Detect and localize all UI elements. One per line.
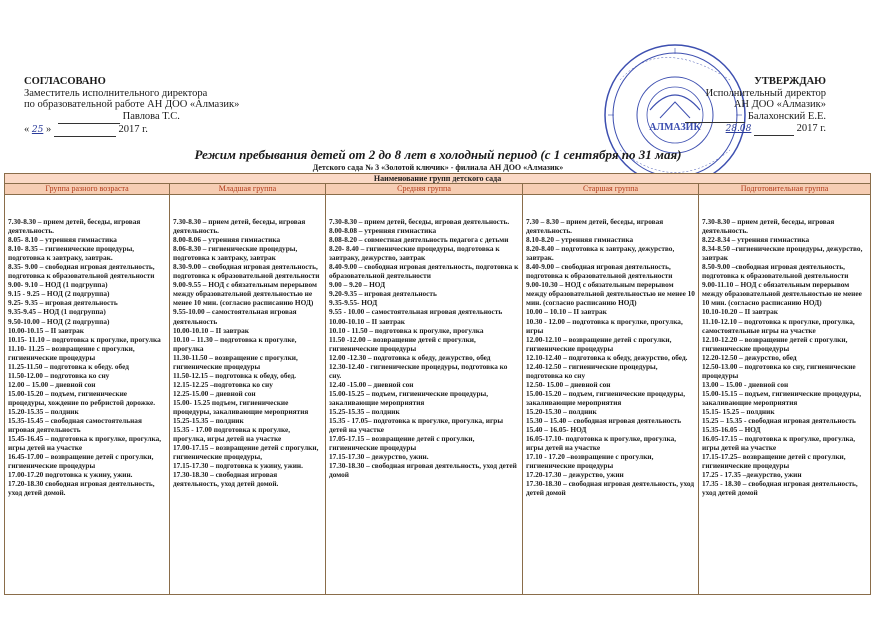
schedule-line: 9.15 - 9.25 – НОД (2 подгруппа)	[8, 289, 110, 299]
schedule-line: 8.00-8.06 – утренняя гимнастика	[173, 235, 281, 245]
confirm-signature-line	[685, 111, 826, 124]
document-subtitle: Детского сада № 3 «Золотой ключик» - филиала АН ДОО «Алмазик»	[312, 163, 564, 172]
schedule-line: 8.00-8.08 – утренняя гимнастика	[329, 226, 437, 236]
schedule-line: 7.30-8.30 – прием детей, беседы, игровая деятельность.	[702, 217, 835, 236]
schedule-line: 7.30-8.30 – прием детей, беседы, игровая деятельность.	[173, 217, 306, 236]
schedule-line: 8.35- 9.00 – свободная игровая деятельность, подготовка к образовательной деятельности	[8, 262, 155, 281]
schedule-line: 12.10-12.20 – возвращение детей с прогулки, гигиенические процедуры	[702, 334, 848, 353]
schedule-line: 8.50-9.00 –свободная игровая деятельность, подготовка к образовательной деятельности	[702, 262, 849, 281]
schedule-table	[4, 173, 871, 595]
schedule-line: 12.50- 15.00 – дневной сон	[526, 379, 611, 389]
schedule-line: 12.40 -15.00 – дневной сон	[329, 379, 414, 389]
schedule-line: 12.00 – 15.00 – дневной сон	[8, 379, 96, 389]
schedule-line: 12.40-12.50 – гигиенические процедуры, подготовка ко сну	[526, 361, 658, 380]
schedule-line: 7.30 – 8.30 – прием детей, беседы, игровая деятельность.	[526, 217, 664, 236]
schedule-line: 15.20-15.35 – полдник	[8, 406, 79, 416]
schedule-cell	[5, 195, 169, 500]
confirm-date-year: 2017 г.	[796, 123, 826, 134]
schedule-line: 16.05-17.15 – подготовка к прогулке, прогулка, игры детей на участке	[702, 434, 856, 453]
schedule-line: 9.50-10.00 – НОД (2 подгруппа)	[8, 316, 110, 326]
schedule-line: 12.00-12.10 – возвращение детей с прогулки, гигиенические процедуры	[526, 334, 672, 353]
schedule-line: 17.05-17.15 – возвращение детей с прогулки, гигиенические процедуры	[329, 434, 475, 453]
schedule-line: 11.50-12.00 – подготовка ко сну	[8, 370, 110, 380]
schedule-line: 8.20-8.40 – подготовка к завтраку, дежурство, завтрак.	[526, 244, 675, 263]
schedule-line: 17.30-18.30 – свободная игровая деятельность, уход детей домой	[526, 479, 695, 498]
schedule-line: 15.30 – 15.40 – свободная игровая деятельность	[526, 416, 682, 426]
schedule-line: 10.10-10.20 – II завтрак	[702, 307, 778, 317]
confirm-date-day: 28.08	[725, 124, 752, 134]
schedule-line: 15.00-15.25 – подъем, гигиенические процедуры, закаливающие мероприятия	[329, 388, 489, 407]
schedule-line: 12.20-12.50 – дежурство, обед	[702, 352, 797, 362]
schedule-line: 17.15-17.25– возвращение детей с прогулки, гигиенические процедуры	[702, 452, 846, 471]
schedule-line: 11.30-11.50 – возвращение с прогулки, гигиенические процедуры	[173, 352, 298, 371]
confirm-name: Балахонский Е.Е.	[747, 110, 826, 122]
schedule-line: 15.20-15.30 – полдник	[526, 406, 597, 416]
schedule-line: 12.10-12.40 – подготовка к обеду, дежурство, обед.	[526, 352, 688, 362]
schedule-line: 8.05- 8.10 – утренняя гимнастика	[8, 235, 117, 245]
schedule-line: 12.00 -12.30 – подготовка к обеду, дежурство, обед	[329, 352, 491, 362]
column-body-mixed	[5, 195, 170, 595]
schedule-line: 9.00-10.30 – НОД с обязательным перерывом между образовательной деятельностью не менее 10 мин. (согласно расписанию НОД)	[526, 280, 695, 308]
column-body-preparatory	[699, 195, 871, 595]
column-body-junior	[170, 195, 326, 595]
schedule-line: 15.35 - 17.05– подготовка к прогулке, прогулка, игры детей на участке	[329, 416, 504, 435]
column-header-preparatory: Подготовительная группа	[699, 184, 871, 195]
schedule-cell	[523, 195, 698, 500]
schedule-line: 15.25-15.35 – полдник	[329, 406, 400, 416]
schedule-line: 15.00-15.20 – подъем, гигиенические процедуры, закаливающие мероприятия	[526, 388, 686, 407]
document-title: Режим пребывания детей от 2 до 8 лет в холодный период (с 1 сентября по 31 мая)	[194, 147, 682, 162]
column-header-junior: Младшая группа	[170, 184, 326, 195]
schedule-line: 15.35-15.45 – свободная самостоятельная игровая деятельность	[8, 416, 142, 435]
schedule-line: 15.00-15.20 – подъем, гигиенические процедуры, хождение по ребристой дорожке.	[8, 388, 156, 407]
confirm-date-blank	[754, 123, 794, 136]
schedule-line: 17.25 - 17.35 –дежурство, ужин	[702, 470, 802, 480]
schedule-line: 10.15- 11.10 – подготовка к прогулке, прогулка	[8, 334, 161, 344]
schedule-line: 17.15-17.30 – подготовка к ужину, ужин.	[173, 461, 303, 471]
schedule-line: 9.00-11.10 – НОД с обязательным перерывом между образовательной деятельностью не менее 10 мин. (согласно расписанию НОД)	[702, 280, 862, 308]
approval-date-open: «	[24, 124, 30, 135]
schedule-line: 9.00- 9.10 – НОД (1 подгруппа)	[8, 280, 108, 290]
schedule-line: 15.00- 15.25 подъем, гигиенические процедуры, закаливающие мероприятия	[173, 397, 309, 416]
schedule-line: 11.25-11.50 – подготовка к обеду. обед	[8, 361, 129, 371]
schedule-line: 15.35 - 17.00 подготовка к прогулке, прогулка, игры детей на участке	[173, 425, 291, 444]
schedule-line: 17.00-17.15 – возвращение детей с прогулки, гигиенические процедуры,	[173, 443, 319, 462]
schedule-line: 13.00 – 15.00 - дневной сон	[702, 379, 789, 389]
schedule-line: 17.00-17.20 подготовка к ужину, ужин.	[8, 470, 133, 480]
schedule-line: 15.45-16.45 – подготовка к прогулке, прогулка, игры детей на участке	[8, 434, 162, 453]
approval-date-line	[24, 124, 239, 137]
schedule-line: 8.22-8.34 – утренняя гимнастика	[702, 235, 810, 245]
schedule-cell	[170, 195, 325, 491]
schedule-line: 10.00-10.10 – II завтрак	[329, 316, 405, 326]
schedule-line: 7.30-8.30 – прием детей, беседы, игровая деятельность.	[8, 217, 141, 236]
confirm-position-line2: АН ДОО «Алмазик»	[733, 99, 826, 110]
schedule-line: 8.08-8.20 – совместная деятельность педагога с детьми	[329, 235, 509, 245]
schedule-line: 11.10- 11.25 – возвращение с прогулки, гигиенические процедуры	[8, 343, 135, 362]
schedule-line: 8.40-9.00 – свободная игровая деятельность, подготовка к образовательной деятельности	[526, 262, 673, 281]
schedule-line: 10.00 – 10.10 – II завтрак	[526, 307, 607, 317]
schedule-line: 15.15- 15.25 – полдник	[702, 406, 775, 416]
schedule-line: 17.15-17.30 – дежурство, ужин.	[329, 452, 429, 462]
schedule-line: 17.10 - 17.20 –возвращение с прогулки, гигиенические процедуры	[526, 452, 654, 471]
schedule-line: 15.00-15.15 – подъем, гигиенические процедуры, закаливающие мероприятия	[702, 388, 862, 407]
schedule-line: 12.15-12.25 –подготовка ко сну	[173, 379, 273, 389]
schedule-line: 9.20-9.35 – игровая деятельность	[329, 289, 437, 299]
schedule-line: 11.50-12.15 – подготовка к обеду, обед.	[173, 370, 297, 380]
approval-signature-line	[24, 111, 239, 125]
schedule-line: 8.20- 8.40 – гигиенические процедуры, подготовка к завтраку, дежурство, завтрак	[329, 244, 500, 263]
schedule-line: 17.20-18.30 свободная игровая деятельность, уход детей домой.	[8, 479, 155, 498]
approval-date-month-blank	[54, 124, 116, 137]
schedule-line: 9.35-9.45 – НОД (1 подгруппа)	[8, 307, 106, 317]
confirm-block	[685, 76, 826, 136]
approval-position-line1: Заместитель исполнительного директора	[24, 87, 208, 99]
schedule-cell	[326, 195, 522, 482]
confirm-date-line	[685, 123, 826, 136]
column-body-senior	[523, 195, 699, 595]
schedule-line: 8.34-8.50 –гигиенические процедуры, дежурство, завтрак	[702, 244, 863, 263]
approval-date-day: 25	[31, 125, 44, 135]
schedule-line: 12.25-15.00 – дневной сон	[173, 388, 256, 398]
confirm-caption: УТВЕРЖДАЮ	[754, 76, 826, 87]
schedule-line: 17.20-17.30 – дежурство, ужин	[526, 470, 624, 480]
schedule-line: 9.25- 9.35 – игровая деятельность	[8, 298, 118, 308]
schedule-line: 8.10- 8.35 – гигиенические процедуры, подготовка к завтраку, завтрак.	[8, 244, 135, 263]
schedule-line: 17.30-18.30 – свободная игровая деятельность, уход детей домой.	[173, 470, 279, 489]
schedule-line: 9.35-9.55- НОД	[329, 298, 378, 308]
column-header-mixed: Группа разного возраста	[5, 184, 170, 195]
schedule-line: 9.00 – 9.20 – НОД	[329, 280, 386, 290]
schedule-line: 10.30 - 12.00 – подготовка к прогулке, прогулка, игры	[526, 316, 683, 335]
column-header-senior: Старшая группа	[523, 184, 699, 195]
schedule-line: 15.40 – 16.05- НОД	[526, 425, 587, 435]
confirm-signature-blank	[685, 111, 745, 124]
approval-position-line2: по образовательной работе АН ДОО «Алмазик»	[24, 99, 240, 110]
schedule-line: 9.55-10.00 – самостоятельная игровая деятельность	[173, 307, 297, 326]
schedule-line: 15.25-15.35 – полдник	[173, 416, 244, 426]
confirm-position-line1: Исполнительный директор	[705, 87, 826, 99]
schedule-line: 7.30-8.30 – прием детей, беседы, игровая деятельность.	[329, 217, 510, 226]
schedule-line: 17.30-18.30 – свободная игровая деятельность, уход детей домой	[329, 461, 517, 480]
schedule-line: 17.35 - 18.30 – свободная игровая деятельность, уход детей домой	[702, 479, 858, 498]
schedule-line: 8.06-8.30 – гигиенические процедуры, подготовка к завтраку, завтрак	[173, 244, 298, 263]
schedule-cell	[699, 195, 870, 500]
approval-date-year: 2017 г.	[118, 124, 148, 135]
schedule-line: 12.50-13.00 – подготовка ко сну, гигиенические процедуры	[702, 361, 856, 380]
group-header: Наименование групп детского сада	[5, 174, 871, 184]
schedule-line: 10.00-10.15 – II завтрак	[8, 325, 84, 335]
column-body-middle	[326, 195, 523, 595]
schedule-line: 11.50 -12.00 – возвращение детей с прогулки, гигиенические процедуры	[329, 334, 476, 353]
schedule-line: 9.00-9.55 – НОД с обязательным перерывом между образовательной деятельностью не менее 10 мин. (согласно расписанию НОД)	[173, 280, 317, 308]
schedule-line: 10.00-10.10 – II завтрак	[173, 325, 249, 335]
approval-name: Павлова Т.С.	[122, 110, 180, 122]
approval-date-close: »	[45, 124, 52, 135]
schedule-line: 9.55 - 10.00 – самостоятельная игровая деятельность	[329, 307, 503, 317]
column-header-middle: Средняя группа	[326, 184, 523, 195]
schedule-line: 8.30-9.00 – свободная игровая деятельность, подготовка к образовательной деятельности	[173, 262, 320, 281]
schedule-line: 10.10 – 11.30 – подготовка к прогулке, прогулка	[173, 334, 297, 353]
approval-block	[24, 76, 239, 137]
schedule-line: 15.35-16.05 – НОД	[702, 425, 761, 435]
approval-caption: СОГЛАСОВАНО	[24, 76, 106, 87]
seal-center-text: АЛМАЗИК	[649, 122, 701, 133]
schedule-line: 16.05-17.10- подготовка к прогулке, прогулка, игры детей на участке	[526, 434, 677, 453]
handwritten-signature	[58, 112, 120, 125]
schedule-line: 11.10-12.10 – подготовка к прогулке, прогулка, самостоятельные игры на участке	[702, 316, 855, 335]
schedule-line: 10.10 - 11.50 – подготовка к прогулке, прогулка	[329, 325, 484, 335]
schedule-line: 15.25 – 15.35 - свободная игровая деятельность	[702, 416, 856, 426]
schedule-line: 8.40-9.00 – свободная игровая деятельность, подготовка к образовательной деятельности	[329, 262, 519, 281]
schedule-line: 12.30-12.40 - гигиенические процедуры, подготовка ко сну.	[329, 361, 508, 380]
schedule-line: 16.45-17.00 – возвращение детей с прогулки, гигиенические процедуры	[8, 452, 154, 471]
schedule-line: 8.10-8.20 – утренняя гимнастика	[526, 235, 634, 245]
